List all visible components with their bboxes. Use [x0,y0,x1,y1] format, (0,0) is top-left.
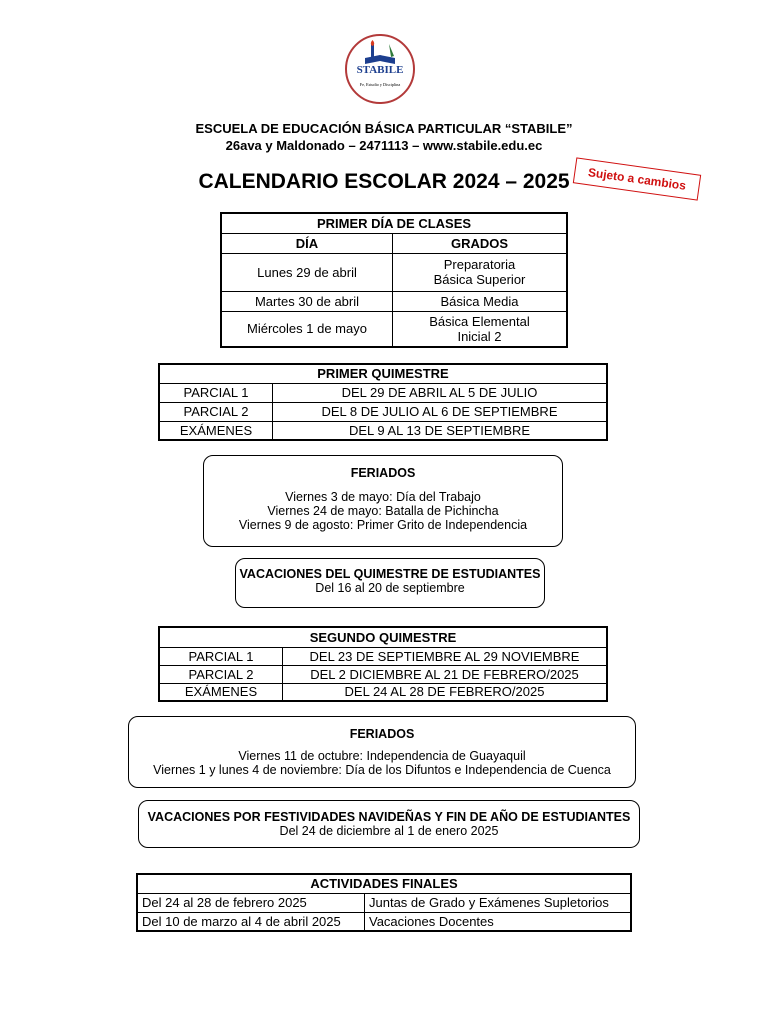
actividades-table [136,873,632,932]
table-row: EXÁMENES DEL 24 AL 28 DE FEBRERO/2025 [159,683,607,701]
svg-text:STABILE: STABILE [356,64,404,76]
table-row: Del 10 de marzo al 4 de abril 2025 Vacaciones Docentes [137,912,631,931]
vacaciones-navidad-box: VACACIONES POR FESTIVIDADES NAVIDEÑAS Y FIN DE AÑO DE ESTUDIANTES Del 24 de diciembre al 1 de enero 2025 [138,800,640,848]
feriados-header: FERIADOS [349,727,415,741]
table-row: PARCIAL 1 DEL 29 DE ABRIL AL 5 DE JULIO [159,383,607,402]
table-row: PARCIAL 2 DEL 2 DICIEMBRE AL 21 DE FEBRERO/2025 [159,665,607,683]
page-title: CALENDARIO ESCOLAR 2024 – 2025 [198,170,570,193]
school-contact: 26ava y Maldonado – 2471113 – www.stabile.edu.ec [225,138,543,153]
svg-text:Fe, Estudio y Disciplina: Fe, Estudio y Disciplina [359,82,401,87]
col-dia: DÍA [221,233,393,253]
table-row: Martes 30 de abril Básica Media [221,291,567,311]
actividades-header: ACTIVIDADES FINALES [137,874,631,893]
primer-dia-table [220,212,568,348]
school-logo [345,34,415,104]
segundo-quimestre-header: SEGUNDO QUIMESTRE [159,627,607,647]
col-grados: GRADOS [393,233,568,253]
subject-to-change-stamp: Sujeto a cambios [573,157,701,200]
feriados-box-2: FERIADOS Viernes 11 de octubre: Independencia de Guayaquil Viernes 1 y lunes 4 de noviembre: Día de los Difuntos e Independencia de Cuenca [128,716,636,788]
table-row: Lunes 29 de abril Preparatoria Básica Superior [221,253,567,291]
school-name: ESCUELA DE EDUCACIÓN BÁSICA PARTICULAR “STABILE” [195,121,573,136]
table-row: EXÁMENES DEL 9 AL 13 DE SEPTIEMBRE [159,421,607,440]
primer-dia-header: PRIMER DÍA DE CLASES [221,213,567,233]
table-row: PARCIAL 2 DEL 8 DE JULIO AL 6 DE SEPTIEMBRE [159,402,607,421]
primer-quimestre-table [158,363,608,441]
feriados-header: FERIADOS [350,466,416,480]
table-row: PARCIAL 1 DEL 23 DE SEPTIEMBRE AL 29 NOVIEMBRE [159,647,607,665]
table-row: Del 24 al 28 de febrero 2025 Juntas de Grado y Exámenes Supletorios [137,893,631,912]
segundo-quimestre-table [158,626,608,702]
feriados-box-1: FERIADOS Viernes 3 de mayo: Día del Trabajo Viernes 24 de mayo: Batalla de Pichincha Viernes 9 de agosto: Primer Grito de Independencia [203,455,563,547]
table-row: Miércoles 1 de mayo Básica Elemental Inicial 2 [221,311,567,347]
vacaciones-quimestre-box: VACACIONES DEL QUIMESTRE DE ESTUDIANTES Del 16 al 20 de septiembre [235,558,545,608]
primer-quimestre-header: PRIMER QUIMESTRE [159,364,607,383]
